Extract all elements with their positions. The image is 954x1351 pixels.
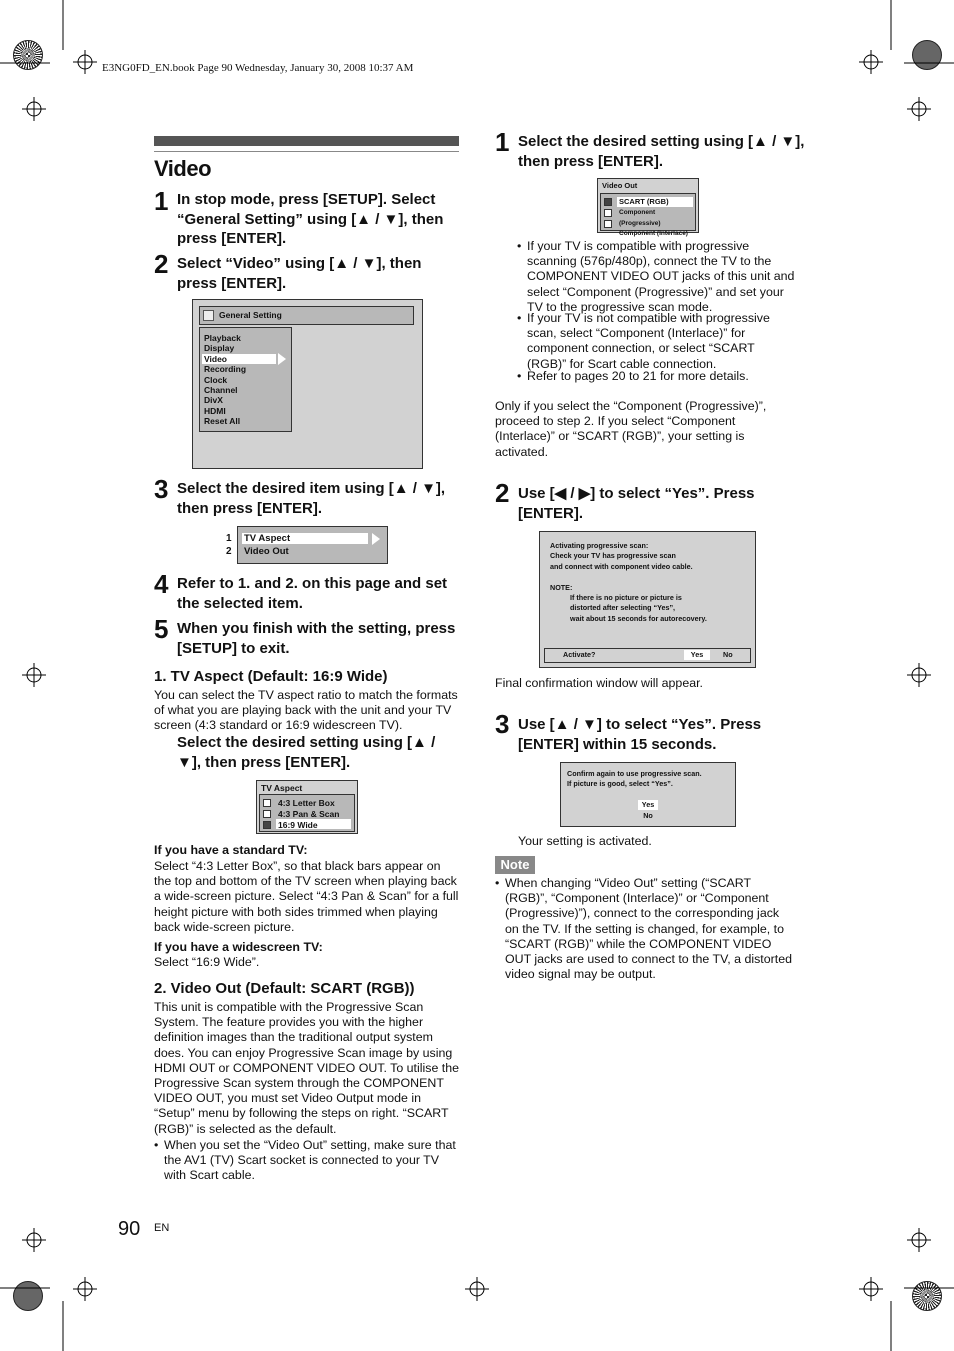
note-label: Note [495, 856, 535, 874]
step-2-text: Select “Video” using [▲ / ▼], then press [ENTER]. [177, 255, 422, 292]
screen-title-bar [199, 306, 414, 325]
menu-item[interactable]: DivX [204, 395, 223, 406]
activated-text: Your setting is activated. [518, 834, 652, 848]
step-number: 1 [154, 186, 169, 216]
screen-title: General Setting [219, 310, 282, 320]
step-number: 4 [154, 569, 169, 599]
menu-item[interactable]: TV Aspect [244, 533, 291, 544]
step-4-text: Refer to 1. and 2. on this page and set the selected item. [177, 575, 448, 612]
video-menu-screen [237, 526, 388, 564]
menu-item[interactable]: Channel [204, 385, 238, 396]
step-1-text: In stop mode, press [SETUP]. Select “General Setting” using [▲ / ▼], then press [ENTER]. [177, 191, 444, 247]
step-number: 2 [154, 249, 169, 279]
step-number: 1 [495, 127, 510, 157]
menu-item[interactable]: Playback [204, 333, 241, 343]
page-number: 90 [118, 1218, 141, 1240]
checkbox-icon[interactable] [263, 799, 271, 807]
screen-title: TV Aspect [261, 783, 303, 793]
checkbox-icon[interactable] [604, 209, 612, 217]
note-line: distorted after selecting “Yes”, [570, 603, 676, 613]
menu-list [244, 533, 290, 558]
step-5-text: When you finish with the setting, press [SETUP] to exit. [177, 620, 456, 657]
menu-item[interactable]: HDMI [204, 405, 226, 416]
option-item[interactable]: Component (Interlace) [619, 230, 688, 238]
checkbox-icon[interactable] [604, 220, 612, 228]
option-item[interactable]: Component (Progressive) [619, 208, 661, 227]
note-bullet: • When changing “Video Out” setting (“SCART (RGB)”, “Component (Interlace)” or “Component (Progressive)”), connect to the corresponding jack on the TV. If the setting is changed, for example, to “SCART (RGB)” while the COMPONENT VIDEO OUT jacks are used to connect to the TV, a distorted video signal may be output. [505, 876, 795, 982]
right-step-2-text: Use [◀ / ▶] to select “Yes”. Press [ENTER]. [518, 485, 755, 522]
note-line: If there is no picture or picture is [570, 593, 682, 602]
option-item[interactable]: 16:9 Wide [278, 819, 318, 830]
settings-menu [199, 327, 292, 432]
arrow-right-icon [278, 353, 286, 365]
right-bullet: • If your TV is compatible with progressive scanning (576p/480p), connect the TV to the COMPONENT VIDEO OUT jacks of this unit and select “Component (Progressive)” and set your TV to the progressive scan mode. [527, 239, 795, 315]
title-bar [154, 136, 459, 146]
video-out-screen [597, 178, 699, 238]
option-list [600, 193, 696, 238]
language-label: EN [154, 1222, 170, 1234]
activate-prompt-bar [544, 648, 751, 663]
right-bullet: • Refer to pages 20 to 21 for more details. [527, 369, 795, 384]
message-line: Confirm again to use progressive scan. [567, 769, 702, 778]
right-bullet: • If your TV is not compatible with progressive scan, select “Component (Interlace)” for component connection, or select “SCART (RGB)” for Scart cable connection. [527, 311, 795, 372]
right-step-1-text: Select the desired setting using [▲ / ▼], then press [ENTER]. [518, 133, 805, 170]
arrow-right-icon [372, 533, 380, 545]
option-item[interactable]: SCART (RGB) [619, 197, 669, 206]
confirm-message [567, 769, 702, 790]
menu-item[interactable]: Video [204, 353, 227, 364]
right-paragraph: Only if you select the “Component (Progressive)”, proceed to step 2. If you select “Component (Interlace)” or “SCART (RGB)”, your setting is activated. [495, 399, 767, 459]
yes-button[interactable]: Yes [684, 650, 710, 660]
menu-item[interactable]: Display [204, 343, 235, 354]
option-item[interactable]: 4:3 Pan & Scan [278, 808, 340, 819]
standard-tv-text: Select “4:3 Letter Box”, so that black bars appear on the top and bottom of the TV screen when playing back a wide-screen picture. Select “4:3 Pan & Scan” for a full height picture with both sides trimmed when playing back wide-screen picture. [154, 859, 459, 934]
step-number: 3 [495, 709, 510, 739]
menu-list [204, 333, 246, 427]
step-number: 2 [495, 478, 510, 508]
checked-checkbox-icon[interactable] [604, 198, 612, 206]
video-out-description: This unit is compatible with the Progressive Scan System. The feature provides you with the higher definition images than the traditional output system does. You can enjoy Progressive Scan image by using HDMI OUT or COMPONENT VIDEO OUT. To utilise the Progressive Scan system through the COMPONENT VIDEO OUT, you must set Video Output mode in “Setup” menu by following the steps on right. “SCART (RGB)” is selected as the default. [154, 1000, 460, 1136]
options [278, 798, 339, 830]
confirm-screen [560, 762, 736, 827]
note-label: NOTE: [550, 583, 573, 592]
step-number: 3 [154, 474, 169, 504]
item-number: 2 [226, 546, 232, 557]
tv-aspect-step: Select the desired setting using [▲ / ▼], then press [ENTER]. [177, 734, 436, 771]
print-header: E3NG0FD_EN.book Page 90 Wednesday, January 30, 2008 10:37 AM [102, 62, 414, 74]
message-line: If picture is good, select “Yes”. [567, 779, 673, 789]
activate-message [550, 541, 693, 572]
option-item[interactable]: 4:3 Letter Box [278, 798, 335, 808]
message-line: Check your TV has progressive scan [550, 551, 676, 561]
checkbox-icon[interactable] [263, 810, 271, 818]
final-confirmation-text: Final confirmation window will appear. [495, 676, 703, 690]
tv-aspect-heading: 1. TV Aspect (Default: 16:9 Wide) [154, 668, 388, 685]
video-out-bullet: • When you set the “Video Out” setting, make sure that the AV1 (TV) Scart socket is connected to your TV with Scart cable. [164, 1138, 459, 1184]
message-line: Activating progressive scan: [550, 541, 649, 550]
item-number: 1 [226, 533, 232, 544]
menu-item[interactable]: Clock [204, 374, 228, 385]
activate-prompt: Activate? [563, 650, 596, 659]
widescreen-tv-heading: If you have a widescreen TV: [154, 940, 323, 954]
title-rule [154, 151, 459, 152]
screen-title: Video Out [602, 181, 638, 190]
standard-tv-heading: If you have a standard TV: [154, 843, 308, 857]
video-out-heading: 2. Video Out (Default: SCART (RGB)) [154, 980, 415, 997]
note-lines [570, 593, 707, 624]
message-line: and connect with component video cable. [550, 561, 693, 571]
activate-progressive-screen [539, 531, 756, 668]
no-option[interactable]: No [643, 811, 653, 820]
page-title: Video [154, 156, 212, 181]
tv-aspect-screen [256, 780, 358, 834]
option-list [259, 794, 355, 832]
item-numbers [226, 532, 232, 558]
menu-item[interactable]: Reset All [204, 416, 241, 427]
general-setting-screen [192, 299, 423, 469]
no-button[interactable]: No [723, 650, 733, 659]
right-step-3-text: Use [▲ / ▼] to select “Yes”. Press [ENTER] within 15 seconds. [518, 716, 762, 753]
tv-aspect-description: You can select the TV aspect ratio to match the formats of what you are playing back with the unit and your TV screen (4:3 standard or 16:9 widescreen TV). [154, 688, 458, 733]
widescreen-tv-text: Select “16:9 Wide”. [154, 955, 260, 969]
menu-item[interactable]: Video Out [244, 545, 289, 557]
note-line: wait about 15 seconds for autorecovery. [570, 613, 707, 623]
checked-checkbox-icon[interactable] [263, 821, 271, 829]
options [619, 197, 695, 240]
step-3-text: Select the desired item using [▲ / ▼], then press [ENTER]. [177, 480, 446, 517]
yes-option[interactable]: Yes [638, 800, 658, 810]
menu-item[interactable]: Recording [204, 364, 247, 375]
wrench-icon [203, 310, 214, 321]
step-number: 5 [154, 614, 169, 644]
